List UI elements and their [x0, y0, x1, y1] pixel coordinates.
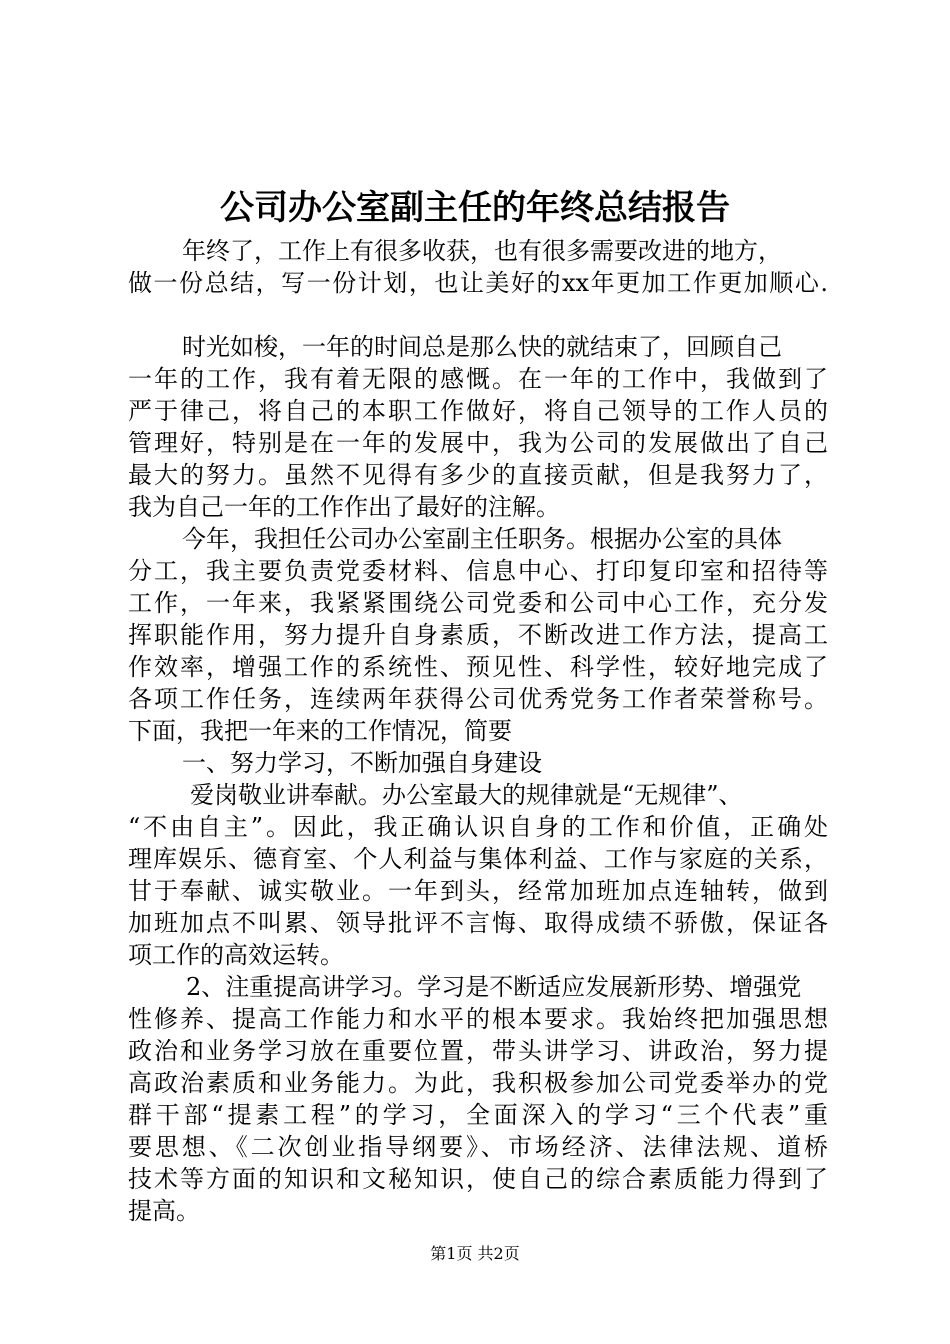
text-line: 严于律己，将自己的本职工作做好，将自己领导的工作人员的: [128, 397, 828, 425]
text-line: 要思想、《二次创业指导纲要》、市场经济、法律法规、道桥: [128, 1133, 828, 1161]
text-line: 挥职能作用，努力提升自身素质，不断改进工作方法，提高工: [128, 621, 828, 649]
text-line: 理库娱乐、德育室、个人利益与集体利益、工作与家庭的关系，: [128, 845, 828, 873]
text-line: 作效率，增强工作的系统性、预见性、科学性，较好地完成了: [128, 653, 828, 681]
document-title: 公司办公室副主任的年终总结报告: [220, 188, 730, 228]
text-line: 今年，我担任公司办公室副主任职务。根据办公室的具体: [182, 525, 782, 553]
paragraph-gap: [128, 299, 828, 331]
text-line: 技术等方面的知识和文秘知识，使自己的综合素质能力得到了: [128, 1165, 828, 1193]
text-line: 项工作的高效运转。: [128, 941, 344, 969]
text-line: 各项工作任务，连续两年获得公司优秀党务工作者荣誉称号。: [128, 685, 828, 713]
text-line: 管理好，特别是在一年的发展中，我为公司的发展做出了自己: [128, 429, 828, 457]
document-body: [128, 235, 828, 1227]
text-line: 分工，我主要负责党委材料、信息中心、打印复印室和招待等: [128, 557, 828, 585]
text-line: 提高。: [128, 1197, 200, 1225]
text-line: 甘于奉献、诚实敬业。一年到头，经常加班加点连轴转，做到: [128, 877, 828, 905]
section-heading: 一、努力学习，不断加强自身建设: [182, 749, 542, 777]
text-line: 政治和业务学习放在重要位置，带头讲学习、讲政治，努力提: [128, 1037, 828, 1065]
text-line: 我为自己一年的工作作出了最好的注解。: [128, 493, 560, 521]
text-line: “不由自主”。因此，我正确认识自身的工作和价值，正确处: [128, 813, 828, 841]
text-line: 一年的工作，我有着无限的感慨。在一年的工作中，我做到了: [128, 365, 828, 393]
text-line: 年终了，工作上有很多收获，也有很多需要改进的地方，: [182, 237, 782, 265]
text-line: 群干部“提素工程”的学习，全面深入的学习“三个代表”重: [128, 1101, 828, 1129]
text-line: 做一份总结，写一份计划，也让美好的xx年更加工作更加顺心.: [128, 269, 828, 297]
text-line: 性修养、提高工作能力和水平的根本要求。我始终把加强思想: [128, 1005, 828, 1033]
text-line: 2、注重提高讲学习。学习是不断适应发展新形势、增强党: [186, 973, 802, 1001]
text-line: 时光如梭，一年的时间总是那么快的就结束了，回顾自己: [182, 333, 782, 361]
text-line: 下面，我把一年来的工作情况，简要: [128, 717, 512, 745]
text-line: 高政治素质和业务能力。为此，我积极参加公司党委举办的党: [128, 1069, 828, 1097]
text-line: 工作，一年来，我紧紧围绕公司党委和公司中心工作，充分发: [128, 589, 828, 617]
text-line: 爱岗敬业讲奉献。办公室最大的规律就是“无规律”、: [190, 781, 743, 809]
text-line: 最大的努力。虽然不见得有多少的直接贡献，但是我努力了，: [128, 461, 828, 489]
page-number: 第1页 共2页: [430, 1244, 520, 1263]
text-line: 加班加点不叫累、领导批评不言悔、取得成绩不骄傲，保证各: [128, 909, 828, 937]
